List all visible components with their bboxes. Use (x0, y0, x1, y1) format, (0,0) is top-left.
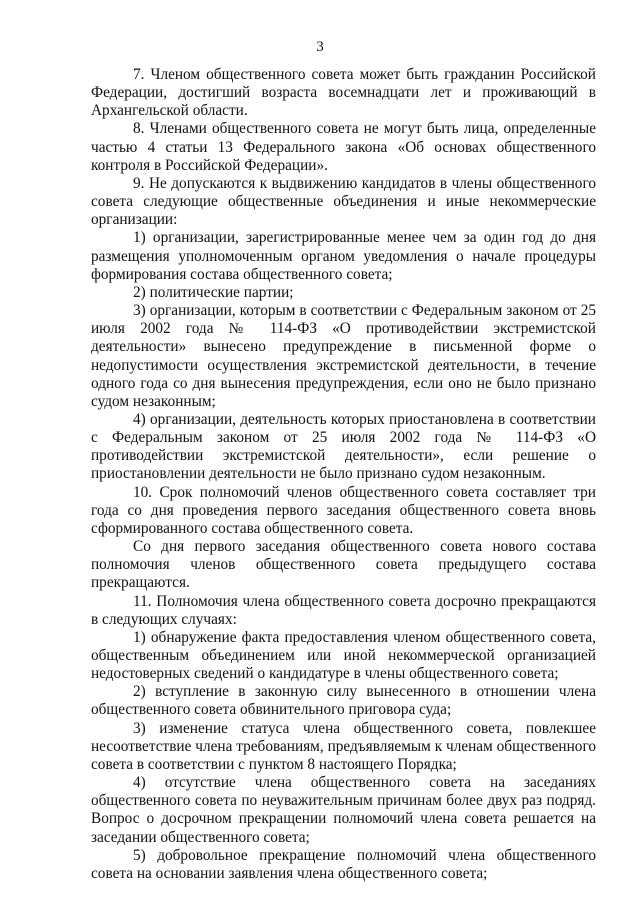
paragraph-9-item-2: 2) политические партии; (133, 283, 294, 301)
paragraph-9: 9. Не допускаются к выдвижению кандидатов в члены общественного совета следующие общественные объединения и иные некоммерческие организации: (91, 174, 596, 229)
paragraph-10: 10. Срок полномочий членов общественного совета составляет три года со дня проведения первого заседания общественного совета вновь сформированного состава общественного совета. (91, 483, 596, 537)
paragraph-10-continuation: Со дня первого заседания общественного совета нового состава полномочия членов общественного совета предыдущего состава прекращаются. (91, 538, 596, 592)
paragraph-7: 7. Членом общественного совета может быть гражданин Российской Федерации, достигший возраста восемнадцати лет и проживающий в Архангельской области. (91, 66, 596, 120)
paragraph-11-item-1: 1) обнаружение факта предоставления членом общественного совета, общественным объединением или иной некоммерческой организацией недостоверных сведений о кандидатуре в члены общественного совета; (91, 628, 596, 683)
paragraph-8: 8. Членами общественного совета не могут быть лица, определенные частью 4 статьи 13 Федерального закона «Об основах общественного контроля в Российской Федерации». (91, 120, 596, 174)
paragraph-9-item-4: 4) организации, деятельность которых приостановлена в соответствии с Федеральным законом от 25 июля 2002 года № 114-ФЗ «О противодействии экстремистской деятельности», если решение о приостановлении деятельности не было признано судом незаконным. (91, 410, 596, 483)
paragraph-11-item-5: 5) добровольное прекращение полномочий члена общественного совета на основании заявления члена общественного совета; (91, 846, 596, 882)
paragraph-11: 11. Полномочия члена общественного совета досрочно прекращаются в следующих случаях: (91, 592, 596, 628)
page-number: 3 (316, 39, 324, 55)
document-body (91, 66, 596, 883)
paragraph-11-item-2: 2) вступление в законную силу вынесенного в отношении члена общественного совета обвинительного приговора суда; (91, 683, 596, 719)
paragraph-11-item-3: 3) изменение статуса члена общественного совета, повлекшее несоответствие члена требованиям, предъявляемым к членам общественного совета в соответствии с пунктом 8 настоящего Порядка; (91, 719, 596, 773)
paragraph-9-item-1: 1) организации, зарегистрированные менее чем за один год до дня размещения уполномоченным органом уведомления о начале процедуры формирования состава общественного совета; (91, 229, 596, 283)
paragraph-9-item-3: 3) организации, которым в соответствии с Федеральным законом от 25 июля 2002 года № 114-ФЗ «О противодействии экстремистской деятельности» вынесено предупреждение в письменной форме о недопустимости осуществления экстремистской деятельности, в течение одного года со дня вынесения предупреждения, если оно не было признано судом незаконным; (91, 302, 596, 410)
paragraph-11-item-4: 4) отсутствие члена общественного совета на заседаниях общественного совета по неуважительным причинам более двух раз подряд. Вопрос о досрочном прекращении полномочий члена совета решается на заседании общественного совета; (91, 774, 596, 846)
